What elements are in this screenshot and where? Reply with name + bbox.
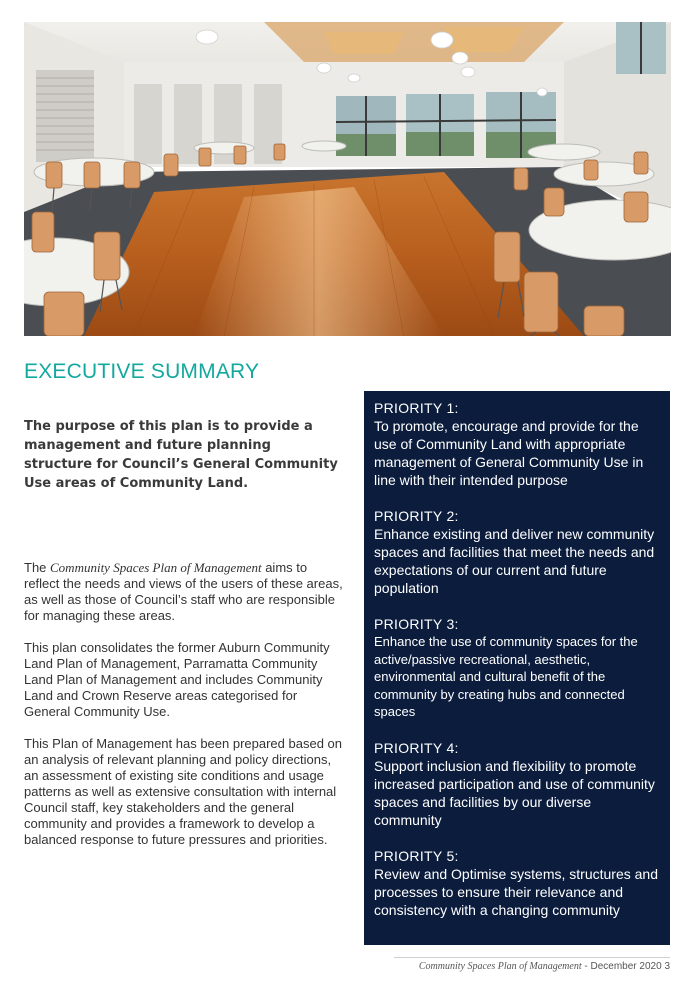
priority-1 [374, 400, 660, 489]
footer-date: - December 2020 [581, 961, 662, 972]
priority-title: PRIORITY 1: [374, 400, 459, 416]
priority-text: Review and Optimise systems, structures and processes to ensure their relevance and consistency with a changing community [374, 865, 658, 918]
priority-title: PRIORITY 2: [374, 508, 459, 524]
paragraph-preparation: This Plan of Management has been prepared based on an analysis of relevant planning and policy directions, an assessment of existing site conditions and usage patterns as well as extensive consultation with internal Council staff, key stakeholders and the general community and provides a framework to develop a balanced response to future pressures and priorities. [24, 736, 342, 847]
priority-text: Enhance existing and deliver new community spaces and facilities that meet the needs and expectations of our current and future population [374, 526, 655, 596]
priority-3 [374, 616, 660, 721]
page-number: 3 [664, 961, 670, 972]
priority-text: Enhance the use of community spaces for the active/passive recreational, aesthetic, environmental and cultural benefit of the community by creating hubs and connected spaces [374, 634, 638, 719]
priority-2 [374, 508, 660, 597]
hero-photo-community-hall [24, 22, 671, 336]
footer-document-title: Community Spaces Plan of Management [418, 961, 582, 972]
priority-title: PRIORITY 3: [374, 616, 459, 632]
hall-illustration [24, 22, 671, 336]
paragraph-aims [24, 560, 344, 624]
priority-text: To promote, encourage and provide for the use of Community Land with appropriate management of General Community Use in line with their intended purpose [374, 418, 644, 488]
paragraph-aims-prefix: The [24, 560, 51, 575]
footer-divider [394, 957, 670, 958]
priority-5 [374, 848, 660, 919]
priority-title: PRIORITY 5: [374, 847, 459, 864]
priority-title: PRIORITY 4: [374, 739, 459, 756]
plan-title-italic: Community Spaces Plan of Management [50, 560, 262, 575]
priority-4 [374, 740, 660, 829]
priorities-panel [364, 391, 670, 945]
page-footer [419, 961, 670, 972]
paragraph-aims-rest: aims to reflect the needs and views of the users of these areas, as well as those of Council’s staff who are responsible for managing these areas. [24, 560, 343, 623]
page-heading: EXECUTIVE SUMMARY [24, 360, 260, 383]
priority-text: Support inclusion and flexibility to promote increased participation and use of community spaces and facilities by our diverse community [374, 757, 655, 828]
purpose-statement: The purpose of this plan is to provide a management and future planning structure for Council’s General Community Use areas of Community Land. [24, 419, 338, 491]
paragraph-consolidation: This plan consolidates the former Auburn Community Land Plan of Management, Parramatta Community Land Plan of Management and includes Community Land and Crown Reserve areas categorised for General Community Use. [24, 640, 330, 719]
